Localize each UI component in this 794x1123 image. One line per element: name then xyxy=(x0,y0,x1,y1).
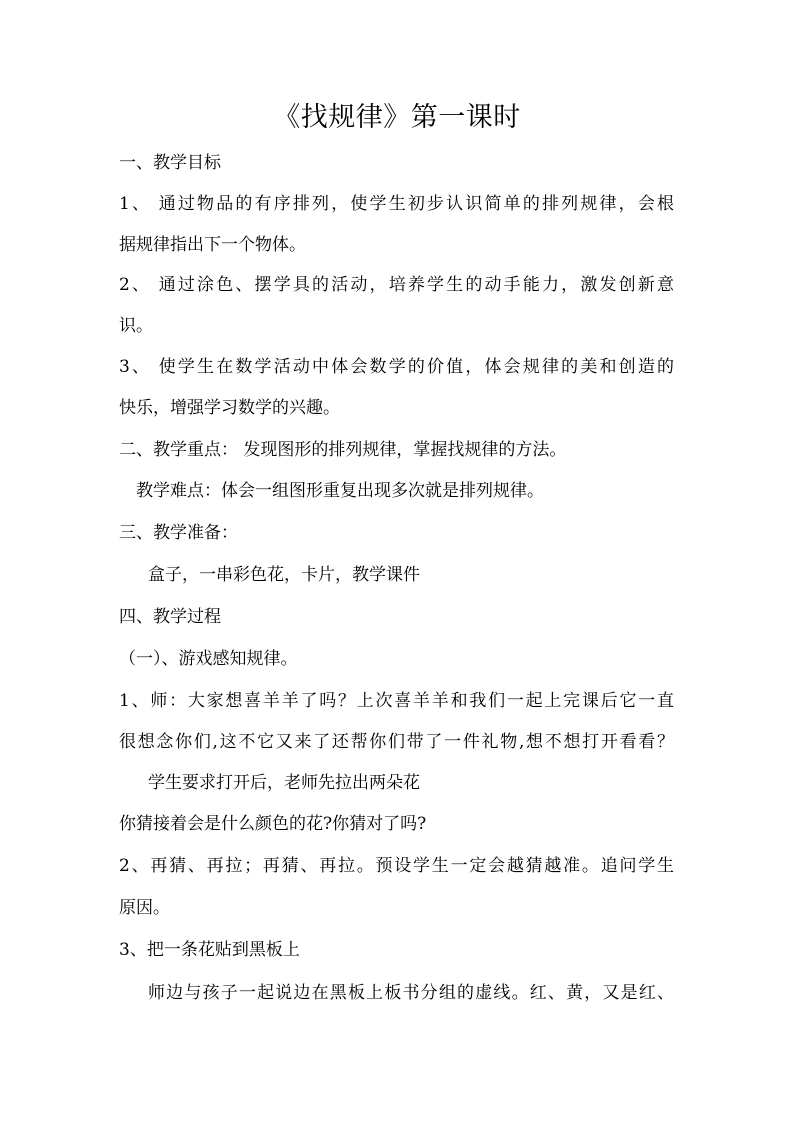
section-game-perception: （一）、游戏感知规律。 xyxy=(119,649,298,669)
document-title: 《找规律》第一课时 xyxy=(273,102,521,133)
objective-3-line-2: 快乐，增强学习数学的兴趣。 xyxy=(119,398,340,418)
process-2-line-1: 2、再猜、再拉；再猜、再拉。预设学生一定会越猜越准。追问学生 xyxy=(119,856,674,876)
process-1-line-4: 你猜接着会是什么颜色的花?你猜对了吗? xyxy=(119,814,427,834)
objective-1-line-2: 据规律指出下一个物体。 xyxy=(119,235,306,255)
process-1-line-1: 1、师：大家想喜羊羊了吗？上次喜羊羊和我们一起上完课后它一直 xyxy=(119,691,674,711)
process-2-line-2: 原因。 xyxy=(119,898,170,918)
objective-3-line-1: 3、 使学生在数学活动中体会数学的价值，体会规律的美和创造的 xyxy=(119,357,674,377)
process-1-line-3: 学生要求打开后，老师先拉出两朵花 xyxy=(148,773,420,793)
preparation-items: 盒子，一串彩色花，卡片，教学课件 xyxy=(148,565,420,585)
process-3-line-1: 3、把一条花贴到黑板上 xyxy=(119,940,300,960)
objective-2-line-1: 2、 通过涂色、摆学具的活动，培养学生的动手能力，激发创新意 xyxy=(119,275,674,295)
heading-key-points: 二、教学重点： 发现图形的排列规律，掌握找规律的方法。 xyxy=(119,440,567,460)
process-3-line-2: 师边与孩子一起说边在黑板上板书分组的虚线。红、黄，又是红、 xyxy=(148,983,674,1003)
process-1-line-2: 很想念你们,这不它又来了还帮你们带了一件礼物,想不想打开看看？ xyxy=(119,732,674,752)
heading-teaching-objectives: 一、教学目标 xyxy=(119,153,221,173)
heading-teaching-process: 四、教学过程 xyxy=(119,607,221,627)
objective-1-line-1: 1、 通过物品的有序排列，使学生初步认识简单的排列规律，会根 xyxy=(119,194,674,214)
difficult-points: 教学难点：体会一组图形重复出现多次就是排列规律。 xyxy=(136,481,544,501)
heading-preparation: 三、教学准备： xyxy=(119,523,238,543)
objective-2-line-2: 识。 xyxy=(119,316,153,336)
